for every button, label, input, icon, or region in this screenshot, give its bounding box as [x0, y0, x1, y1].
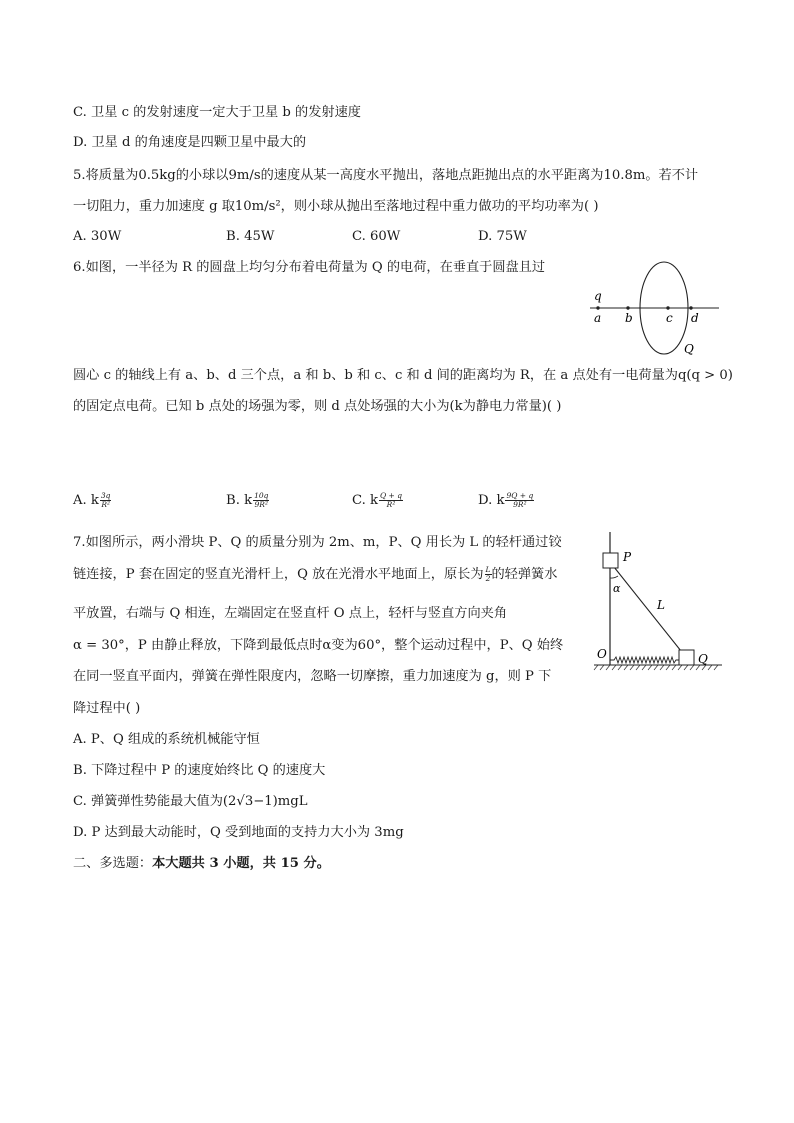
q5-stem-line2: 一切阻力，重力加速度 g 取10m/s²，则小球从抛出至落地过程中重力做功的平均功率为( ) [73, 199, 599, 214]
q7-figure-slider [590, 530, 726, 680]
q7-option-a: A. P、Q 组成的系统机械能守恒 [73, 732, 260, 747]
q7-option-d: D. P 达到最大动能时，Q 受到地面的支持力大小为 3mg [73, 825, 404, 840]
q4-option-c: C. 卫星 c 的发射速度一定大于卫星 b 的发射速度 [73, 105, 361, 120]
q5-option-a: A. 30W [73, 229, 122, 244]
q5-option-c: C. 60W [352, 229, 401, 244]
q6-option-a: A. k $\frac{3q}{\text{R²}}$ [73, 491, 111, 509]
point-d-dot [689, 306, 692, 309]
q7-option-c: C. 弹簧弹性势能最大值为(2√3−1)mgL [73, 794, 308, 809]
q7-option-b: B. 下降过程中 P 的速度始终比 Q 的速度大 [73, 763, 326, 778]
q4-option-d: D. 卫星 d 的角速度是四颗卫星中最大的 [73, 135, 307, 150]
q6-option-d: D. k $\frac{9Q + q}{\text{9R²}}$ [478, 491, 534, 509]
point-a-dot [596, 306, 599, 309]
q6-stem-line1: 6.如图，一半径为 R 的圆盘上均匀分布着电荷量为 Q 的电荷，在垂直于圆盘且过 [73, 260, 546, 275]
label-alpha: α [613, 582, 621, 595]
q6-option-b: B. k $\frac{10q}{\text{9R²}}$ [226, 491, 269, 509]
q7-stem-line2: 链连接，P 套在固定的竖直光滑杆上，Q 放在光滑水平地面上，原长为 $\frac{L}{2}$ 的轻弹簧水 [73, 565, 558, 583]
q7-stem-line4: α = 30°，P 由静止释放，下降到最低点时α变为60°，整个运动过程中，P、Q 始终 [73, 638, 564, 653]
block-P [603, 553, 618, 568]
block-Q [679, 650, 694, 665]
q5-option-d: D. 75W [478, 229, 527, 244]
label-L: L [657, 598, 665, 612]
label-c: c [666, 311, 673, 325]
label-b: b [625, 311, 633, 325]
point-c-dot [666, 306, 669, 309]
q7-stem-line3: 平放置，右端与 Q 相连，左端固定在竖直杆 O 点上，轻杆与竖直方向夹角 [73, 606, 508, 621]
q7-stem-line6: 降过程中( ) [73, 701, 141, 716]
q5-option-b: B. 45W [226, 229, 275, 244]
label-Q: Q [684, 342, 694, 356]
label-O: O [597, 647, 607, 661]
label-Q: Q [698, 652, 708, 666]
point-b-dot [626, 306, 629, 309]
label-a: a [594, 311, 602, 325]
q7-stem-line5: 在同一竖直平面内，弹簧在弹性限度内，忽略一切摩擦，重力加速度为 g，则 P 下 [73, 669, 552, 684]
q6-stem-line2: 圆心 c 的轴线上有 a、b、d 三个点，a 和 b、b 和 c、c 和 d 间的距离均为 R，在 a 点处有一电荷量为q(q > 0) [73, 368, 733, 383]
q5-stem-line1: 5.将质量为0.5kg的小球以9m/s的速度从某一高度水平抛出，落地点距抛出点的水平距离为10.8m。若不计 [73, 168, 699, 183]
q6-figure-disk [585, 258, 725, 360]
q6-stem-line3: 的固定点电荷。已知 b 点处的场强为零，则 d 点处场强的大小为(k为静电力常量)( ) [73, 399, 562, 414]
q7-stem-line1: 7.如图所示，两小滑块 P、Q 的质量分别为 2m、m，P、Q 用长为 L 的轻杆通过铰 [73, 535, 562, 550]
label-q: q [594, 289, 602, 303]
label-d: d [691, 311, 699, 325]
section-heading-multiple-choice: 二、多选题：本大题共 3 小题，共 15 分。 [73, 856, 330, 871]
label-P: P [623, 550, 632, 564]
q6-option-c: C. k $\frac{Q + q}{\text{R²}}$ [352, 491, 403, 509]
